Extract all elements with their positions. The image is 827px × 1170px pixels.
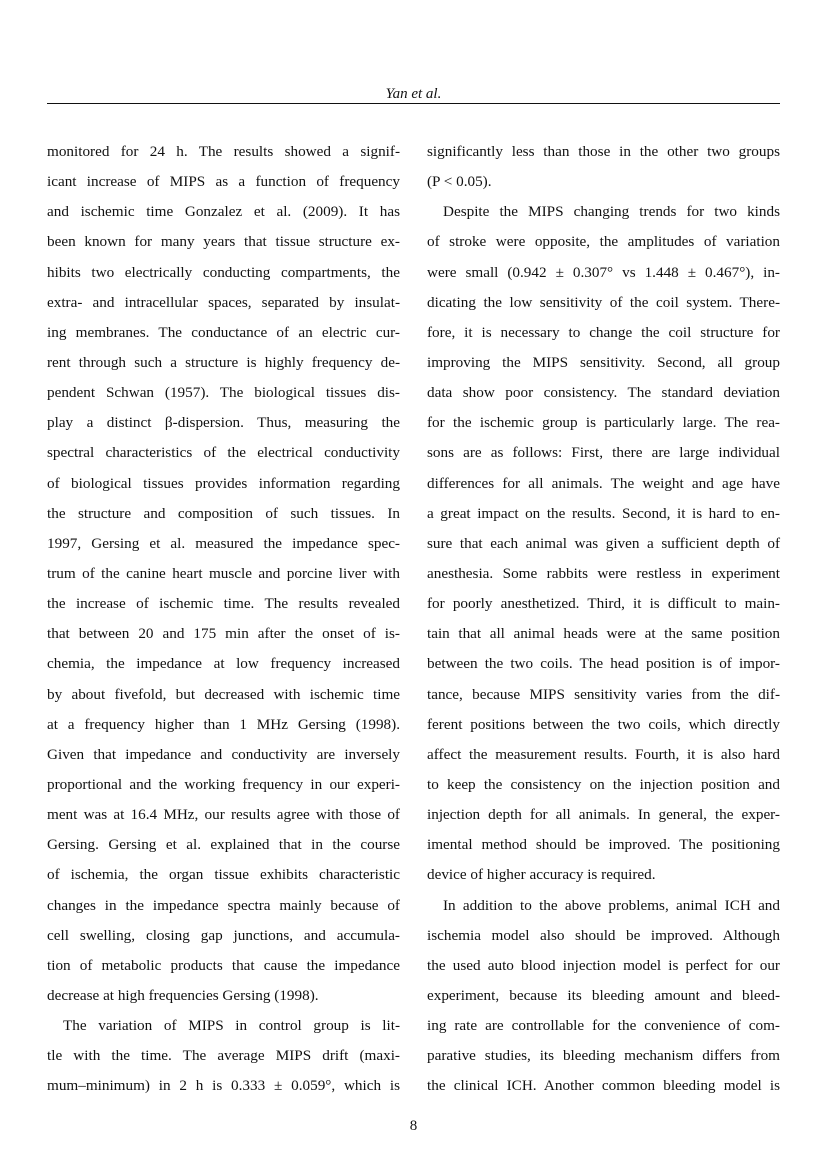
text-line: icant increase of MIPS as a function of frequency bbox=[47, 173, 400, 191]
text-line: parative studies, its bleeding mechanism differs from bbox=[427, 1047, 780, 1065]
right-column bbox=[427, 137, 780, 1102]
text-line: Despite the MIPS changing trends for two kinds bbox=[443, 203, 780, 221]
text-line: been known for many years that tissue structure ex- bbox=[47, 233, 400, 251]
text-line: ferent positions between the two coils, which directly bbox=[427, 715, 780, 733]
text-line: differences for all animals. The weight and age have bbox=[427, 474, 780, 492]
text-line: between the two coils. The head position is of impor- bbox=[427, 655, 780, 673]
text-line: ing membranes. The conductance of an electric cur- bbox=[47, 323, 400, 341]
text-line: 1997, Gersing et al. measured the impedance spec- bbox=[47, 534, 400, 552]
text-line: Given that impedance and conductivity are inversely bbox=[47, 745, 400, 763]
text-line: device of higher accuracy is required. bbox=[427, 866, 656, 884]
text-line: injection depth for all animals. In general, the exper- bbox=[427, 806, 780, 824]
text-line: and ischemic time Gonzalez et al. (2009). It has bbox=[47, 203, 400, 221]
text-line: of stroke were opposite, the amplitudes of variation bbox=[427, 233, 780, 251]
text-line: the increase of ischemic time. The results revealed bbox=[47, 595, 400, 613]
text-line: affect the measurement results. Fourth, it is also hard bbox=[427, 745, 780, 763]
text-line: Gersing. Gersing et al. explained that in the course bbox=[47, 836, 400, 854]
text-line: cell swelling, closing gap junctions, and accumula- bbox=[47, 926, 400, 944]
text-line: ment was at 16.4 MHz, our results agree with those of bbox=[47, 806, 400, 824]
text-line: tain that all animal heads were at the same position bbox=[427, 625, 780, 643]
running-head: Yan et al. bbox=[385, 86, 442, 102]
text-line: the clinical ICH. Another common bleeding model is bbox=[427, 1077, 780, 1095]
text-line: of biological tissues provides information regarding bbox=[47, 474, 400, 492]
text-line: rent through such a structure is highly frequency de- bbox=[47, 353, 400, 371]
text-line: sons are as follows: First, there are large individual bbox=[427, 444, 780, 462]
text-line: tle with the time. The average MIPS drift (maxi- bbox=[47, 1047, 400, 1065]
text-line: of ischemia, the organ tissue exhibits characteristic bbox=[47, 866, 400, 884]
text-line: tance, because MIPS sensitivity varies from the dif- bbox=[427, 685, 780, 703]
text-line: experiment, because its bleeding amount and bleed- bbox=[427, 986, 780, 1004]
header-rule bbox=[47, 103, 780, 104]
text-line: hibits two electrically conducting compartments, the bbox=[47, 263, 400, 281]
text-line: the used auto blood injection model is perfect for our bbox=[427, 956, 780, 974]
text-line: at a frequency higher than 1 MHz Gersing (1998). bbox=[47, 715, 400, 733]
text-line: sure that each animal was given a sufficient depth of bbox=[427, 534, 780, 552]
text-line: the structure and composition of such tissues. In bbox=[47, 504, 400, 522]
text-line: data show poor consistency. The standard deviation bbox=[427, 384, 780, 402]
text-line: tion of metabolic products that cause the impedance bbox=[47, 956, 400, 974]
text-line: ischemia model also should be improved. Although bbox=[427, 926, 780, 944]
text-line: spectral characteristics of the electrical conductivity bbox=[47, 444, 400, 462]
text-line: ing rate are controllable for the convenience of com- bbox=[427, 1017, 780, 1035]
text-line: proportional and the working frequency in our experi- bbox=[47, 775, 400, 793]
text-line: (P < 0.05). bbox=[427, 173, 492, 191]
text-line: improving the MIPS sensitivity. Second, all group bbox=[427, 353, 780, 371]
left-column bbox=[47, 137, 400, 1102]
text-line: trum of the canine heart muscle and porcine liver with bbox=[47, 564, 400, 582]
text-line: that between 20 and 175 min after the onset of is- bbox=[47, 625, 400, 643]
text-line: decrease at high frequencies Gersing (1998). bbox=[47, 986, 319, 1004]
text-line: a great impact on the results. Second, it is hard to en- bbox=[427, 504, 780, 522]
text-line: significantly less than those in the other two groups bbox=[427, 143, 780, 160]
text-line: were small (0.942 ± 0.307° vs 1.448 ± 0.467°), in- bbox=[427, 263, 780, 281]
text-line: The variation of MIPS in control group is lit- bbox=[63, 1017, 400, 1035]
text-line: imental method should be improved. The positioning bbox=[427, 836, 780, 854]
text-line: to keep the consistency on the injection position and bbox=[427, 775, 780, 793]
text-line: for the ischemic group is particularly large. The rea- bbox=[427, 414, 780, 432]
text-line: for poorly anesthetized. Third, it is difficult to main- bbox=[427, 595, 780, 613]
text-line: play a distinct β-dispersion. Thus, measuring the bbox=[47, 414, 400, 432]
text-line: changes in the impedance spectra mainly because of bbox=[47, 896, 400, 914]
text-line: monitored for 24 h. The results showed a signif- bbox=[47, 143, 400, 160]
text-line: dicating the low sensitivity of the coil system. There- bbox=[427, 293, 780, 311]
text-line: chemia, the impedance at low frequency increased bbox=[47, 655, 400, 673]
text-line: In addition to the above problems, animal ICH and bbox=[443, 896, 780, 914]
text-line: by about fivefold, but decreased with ischemic time bbox=[47, 685, 400, 703]
text-line: mum–minimum) in 2 h is 0.333 ± 0.059°, which is bbox=[47, 1077, 400, 1095]
text-line: pendent Schwan (1957). The biological tissues dis- bbox=[47, 384, 400, 402]
text-line: anesthesia. Some rabbits were restless in experiment bbox=[427, 564, 780, 582]
text-line: extra- and intracellular spaces, separated by insulat- bbox=[47, 293, 400, 311]
page-number: 8 bbox=[409, 1118, 418, 1134]
text-line: fore, it is necessary to change the coil structure for bbox=[427, 323, 780, 341]
